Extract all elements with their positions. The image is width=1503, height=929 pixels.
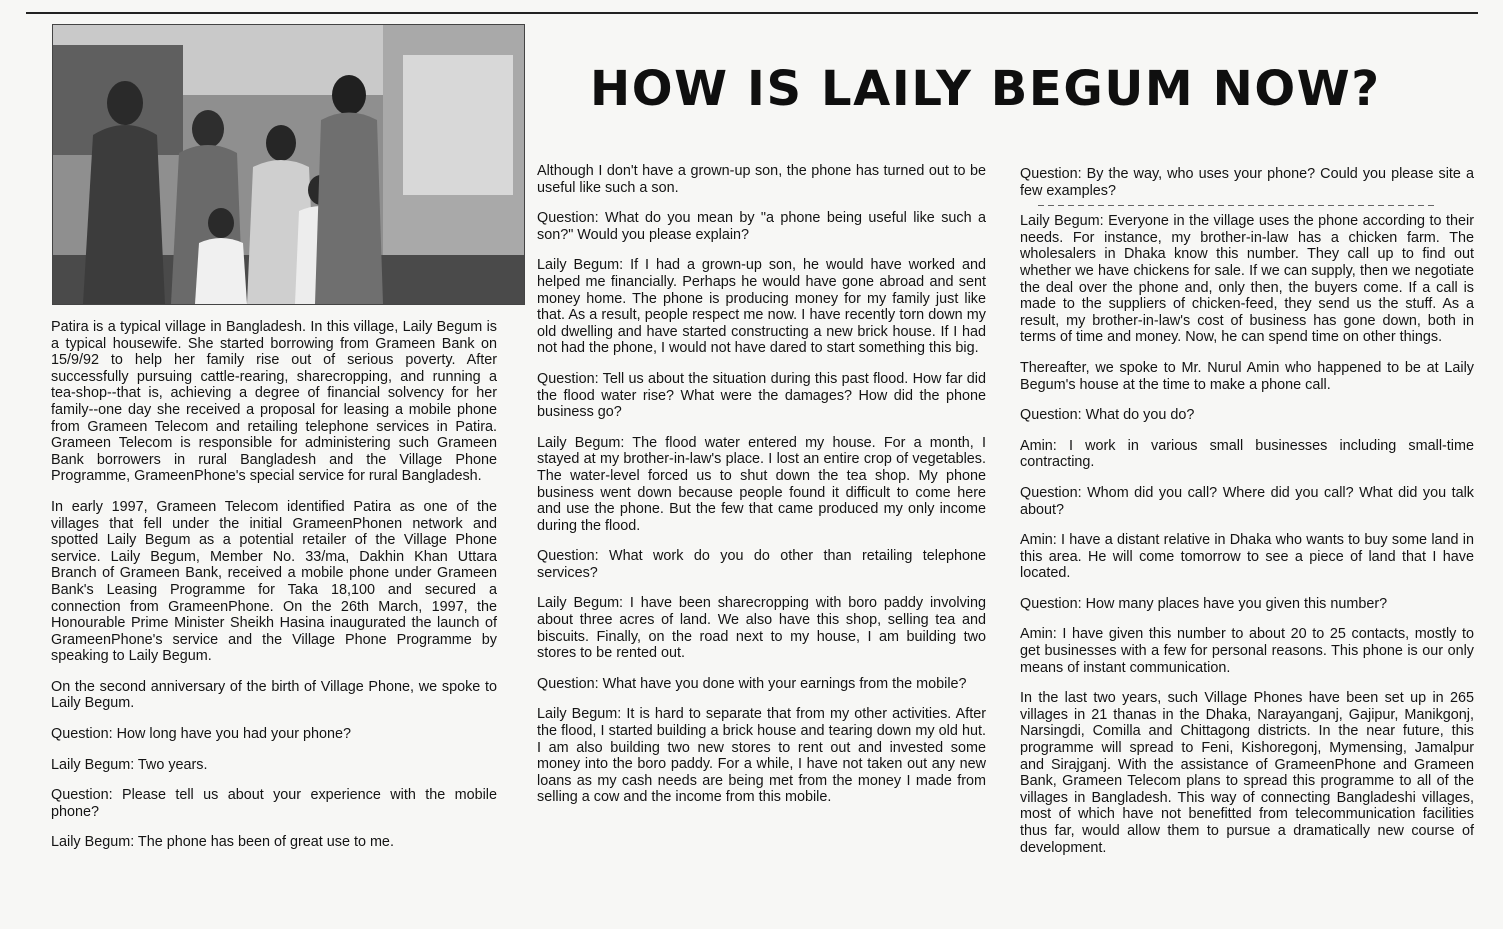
paragraph: Laily Begum: If I had a grown-up son, he would have worked and helped me financially. Perhaps he would have gone abroad and sent money home. The phone is producing money for my family just like that. As a result, people respect me now. I have recently torn down my old dwelling and have started constructing a new brick house. If I had not had the phone, I would not have dared to start something this big. — [537, 257, 986, 357]
paragraph: Question: Whom did you call? Where did you call? What did you talk about? — [1020, 484, 1474, 518]
paragraph: Laily Begum: I have been sharecropping with boro paddy involving about three acres of land. We also have this shop, selling tea and biscuits. Finally, on the road next to my house, I am building two stores to be rented out. — [537, 595, 986, 662]
paragraph: Laily Begum: Everyone in the village uses the phone according to their needs. For instance, my brother-in-law has a chicken farm. The wholesalers in Dhaka know this number. They call up to find out whether we have chickens for sale. If we can supply, then we negotiate the deal over the phone and, only then, the buyers come. If a call is made to the suppliers of chicken-feed, they send us the stuff. As a result, my brother-in-law's cost of business has gone down, both in terms of time and money. Now, he can spend time on other things. — [1020, 213, 1474, 346]
paragraph: In the last two years, such Village Phones have been set up in 265 villages in 21 thanas in the Dhaka, Narayanganj, Gajipur, Manikgonj, Narsingdi, Comilla and Chittagong districts. In the near future, this programme will spread to Feni, Kishoregonj, Mymensing, Jamalpur and Sirajganj. With the assistance of GrameenPhone and Grameen Bank, Grameen Telecom plans to spread this programme to all of the villages in Bangladesh. This way of connecting Bangladeshi villages, most of which have not benefitted from telecommunication facilities thus far, would allow them to pursue a dramatically new course of development. — [1020, 690, 1474, 856]
paragraph: Amin: I work in various small businesses including small-time contracting. — [1020, 437, 1474, 471]
paragraph: Question: What work do you do other than retailing telephone services? — [537, 548, 986, 581]
paragraph: In early 1997, Grameen Telecom identified Patira as one of the villages that fell under the initial GrameenPhonen network and spotted Laily Begum as a potential retailer of the Village Phone service. Laily Begum, Member No. 33/ma, Dakhin Khan Uttara Branch of Grameen Bank, received a mobile phone under Grameen Bank's Leasing Programme for Taka 18,100 and secured a connection from GrameenPhone. On the 26th March, 1997, the Honourable Prime Minister Sheikh Hasina inaugurated the launch of GrameenPhone's service and the Village Phone Programme by speaking to Laily Begum. — [51, 498, 497, 665]
article-headline: HOW IS LAILY BEGUM NOW? — [590, 61, 1381, 117]
left-column — [51, 319, 497, 865]
paragraph: Laily Begum: Two years. — [51, 756, 208, 773]
paragraph: Question: By the way, who uses your phone? Could you please site a few examples? — [1020, 166, 1474, 199]
paragraph: Question: How long have you had your phone? — [51, 726, 352, 743]
paragraph: Question: What do you mean by "a phone being useful like such a son?" Would you please explain? — [537, 210, 986, 243]
paragraph: Although I don't have a grown-up son, the phone has turned out to be useful like such a son. — [537, 163, 986, 196]
paragraph: Thereafter, we spoke to Mr. Nurul Amin who happened to be at Laily Begum's house at the time to make a phone call. — [1020, 359, 1474, 393]
paragraph: Laily Begum: The phone has been of great use to me. — [51, 834, 394, 851]
paragraph: Question: Tell us about the situation during this past flood. How far did the flood water rise? What were the damages? How did the phone business go? — [537, 370, 986, 421]
family-photo-icon — [53, 25, 524, 304]
paragraph: Question: Please tell us about your experience with the mobile phone? — [51, 787, 497, 820]
paragraph: Amin: I have a distant relative in Dhaka who wants to buy some land in this area. He will come tomorrow to see a piece of land that I have located. — [1020, 532, 1474, 582]
family-photo — [52, 24, 525, 305]
right-column — [1020, 166, 1474, 870]
paragraph: Laily Begum: It is hard to separate that from my other activities. After the flood, I started building a brick house and tearing down my old hut. I am also building two new stores to rent out and invested some money into the boro paddy. For a while, I have not taken out any new loans as my cash needs are being met from the money I made from selling a cow and the income from this mobile. — [537, 706, 986, 806]
top-rule — [26, 12, 1478, 14]
paragraph: Laily Begum: The flood water entered my house. For a month, I stayed at my brother-in-law's place. I lost an entire crop of vegetables. The water-level forced us to shut down the tea shop. My phone business went down because people found it difficult to come here and use the phone. But the few that came produced my only income during the flood. — [537, 434, 986, 534]
paragraph: Question: How many places have you given this number? — [1020, 595, 1388, 612]
paragraph: Amin: I have given this number to about 20 to 25 contacts, mostly to get businesses with a few for personal reasons. This phone is our only means of instant communication. — [1020, 626, 1474, 676]
paragraph: Patira is a typical village in Bangladesh. In this village, Laily Begum is a typical housewife. She started borrowing from Grameen Bank on 15/9/92 to help her family rise out of serious poverty. After successfully pursuing cattle-rearing, sharecropping, and running a tea-shop--that is, achieving a degree of financial solvency for her family--one day she received a proposal for leasing a mobile phone from Grameen Telecom and retailing telephone services in Patira. Grameen Telecom is responsible for administering such Grameen Bank borrowers in rural Bangladesh and the Village Phone Programme, GrameenPhone's special service for rural Bangladesh. — [51, 319, 497, 485]
paragraph: On the second anniversary of the birth of Village Phone, we spoke to Laily Begum. — [51, 678, 497, 712]
middle-column — [537, 163, 986, 820]
dashed-divider — [1038, 205, 1438, 206]
paragraph: Question: What have you done with your earnings from the mobile? — [537, 675, 967, 692]
paragraph: Question: What do you do? — [1020, 407, 1195, 424]
